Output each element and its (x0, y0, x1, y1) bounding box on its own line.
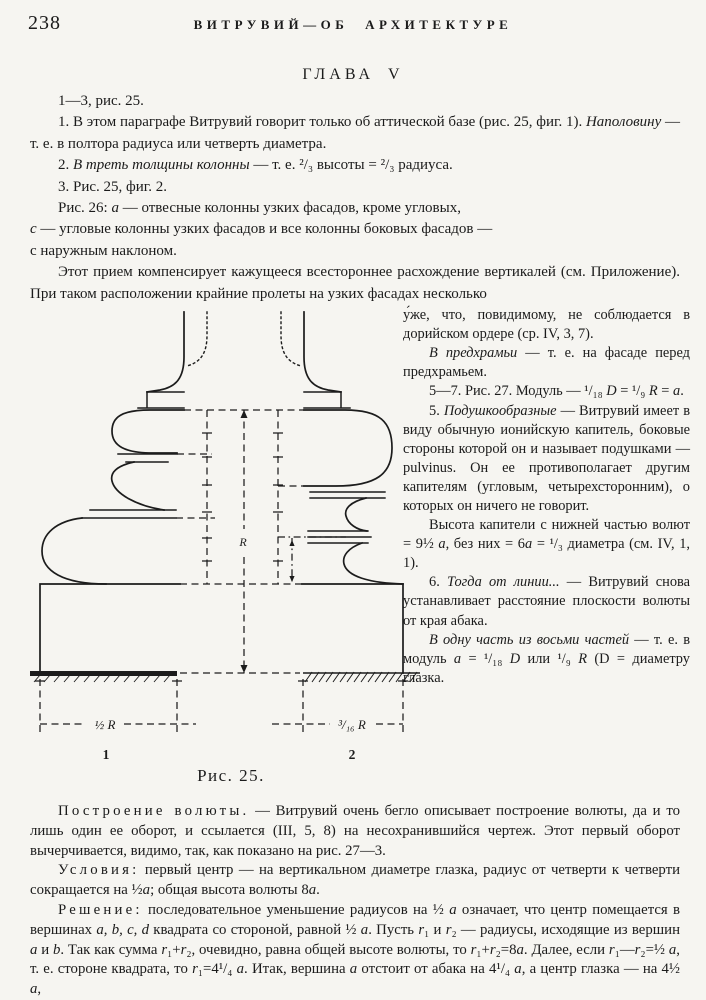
paragraph: 5—7. Рис. 27. Модуль — ¹/₁₈ D = ¹/₉ R = a. (429, 383, 684, 400)
running-title: ВИТРУВИЙ—ОБ АРХИТЕКТУРЕ (193, 17, 513, 32)
volute-construction-section (30, 802, 680, 1000)
paragraph: Этот прием компенсирует кажущееся всестороннее расхождение вертикалей (см. Приложение). При таком расположении крайние пролеты на узких фасадах несколько (30, 264, 680, 302)
figure-26-note-line: с наружным наклоном. (30, 242, 177, 259)
chapter-heading: ГЛАВА V (302, 66, 404, 83)
paragraph (30, 901, 680, 1000)
page-number: 238 (28, 12, 61, 34)
radius-label: R (239, 535, 247, 550)
sidenote-column (403, 306, 690, 688)
paragraph: 6. Тогда от линии... — Витрувий снова устанавливает расстояние плоскости волюты от края абака. (403, 574, 691, 629)
paragraph-text: — Витрувий очень бегло описывает построение волюты, да и то лишь один ее оборот, и ссылается (III, 5, 8) на несохранившийся чертеж. Этот первый оборот вычерчивается, видимо, так, как показано на рис. 27—3. (30, 803, 680, 859)
dash-dot-lines (278, 537, 346, 584)
paragraph: В одну часть из восьми частей — т. е. в модуль a = ¹/₁₈ D или ¹/₉ R (D = диаметру глазка. (403, 631, 690, 686)
paragraph: 5. Подушкообразные — Витрувий имеет в виду обычную ионийскую капитель, боковые стороны которой он и называет подушками — pulvinus. Он ее противополагает другим капителям (угловым, четырехсторонним), о которых он ничего не говорит. (403, 402, 690, 514)
paragraph: у́же, что, повидимому, не соблюдается в дорийском ордере (ср. IV, 3, 7). (403, 307, 690, 343)
figure-and-sidenotes-section (30, 305, 691, 802)
figure-1-number: 1 (102, 747, 110, 763)
figure-26-note-line: Рис. 26: а — отвесные колонны узких фасадов, кроме угловых, (58, 200, 461, 217)
figure-25-drawing (15, 307, 445, 799)
paragraph: 2. В треть толщины колонны — т. е. ²/₃ высоты = ²/₃ радиуса. (58, 157, 453, 174)
spaced-heading: Решение: (58, 902, 143, 919)
tick-marks (35, 433, 408, 681)
figure-26-note-line: с — угловые колонны узких фасадов и все колонны боковых фасадов — (30, 221, 493, 238)
page-content (30, 91, 691, 1000)
paragraph (30, 861, 680, 901)
spaced-heading: Условия: (58, 862, 140, 879)
paragraph: 1. В этом параграфе Витрувий говорит только об аттической базе (рис. 25, фиг. 1). Наполовину — т. е. в полтора радиуса или четверть диаметра. (30, 114, 681, 152)
left-dimension-label: ½ R (94, 717, 116, 733)
paragraph (30, 802, 680, 861)
paragraph: 1—3, рис. 25. (58, 93, 144, 109)
figure-2-number: 2 (348, 747, 356, 763)
paragraph: Высота капители с нижней частью волют = 9½ a, без них = 6a = ¹/₃ диаметра (см. IV, 1, 1). (403, 517, 690, 572)
figure-caption: Рис. 25. (197, 766, 265, 786)
paragraph-text: первый центр — на вертикальном диаметре глазка, радиус от четверти к четверти сокращается на ½a; общая высота волюты 8a. (30, 862, 680, 899)
paragraph: 3. Рис. 25, фиг. 2. (58, 178, 167, 195)
paragraph: В предхрамьи — т. е. на фасаде перед предхрамьем. (403, 345, 690, 381)
column-base-profiles (40, 312, 403, 673)
spaced-heading: Построение волюты. (58, 803, 250, 820)
ground-line (30, 671, 420, 682)
dimension-lines (40, 410, 403, 736)
paragraph-text: последовательное уменьшение радиусов на ½ a означает, что центр помещается в вершинах a, b, c, d квадрата со стороной, равной ½ a. Пусть r₁ и r₂ — радиусы, исходящие из вершин a и b. Так как сумма r₁+r₂, очевидно, равна общей высоте волюты, то r₁+r₂=8a. Далее, если r₁—r₂=½ a, т. е. стороне квадрата, то r₁=4¹/₄ a. Итак, вершина a отстоит от абака на 4¹/₄ a, а центр глазка — на 4½ a, (30, 902, 681, 998)
right-dimension-label: ³/₁₆ R (338, 717, 366, 733)
